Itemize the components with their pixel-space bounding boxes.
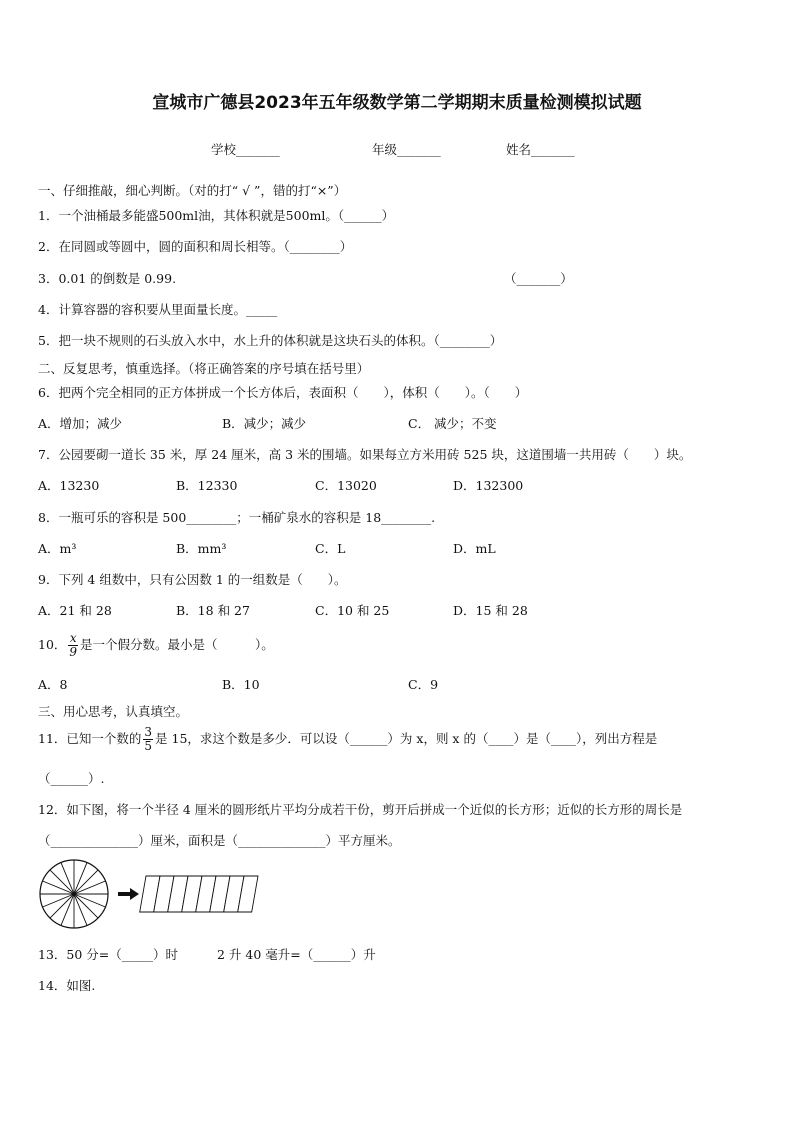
question-7: 7．公园要砌一道长 35 米，厚 24 厘米，高 3 米的围墙。如果每立方米用砖 525 块，这道围墙一共用砖（ ）块。 (38, 447, 692, 462)
option-6a: A．增加；减少 (38, 416, 123, 431)
option-7b: B．12330 (176, 478, 238, 493)
question-5: 5．把一块不规则的石头放入水中，水上升的体积就是这块石头的体积。（________） (38, 333, 503, 348)
question-10 (38, 632, 274, 659)
option-8b: B．mm³ (176, 541, 227, 556)
question-14: 14．如图. (38, 978, 96, 993)
fraction-x-over-9 (68, 632, 78, 659)
option-8c: C．L (315, 541, 346, 556)
fraction-denominator: 5 (144, 739, 153, 753)
question-9: 9．下列 4 组数中，只有公因数 1 的一组数是（ ）。 (38, 572, 347, 587)
option-9b: B．18 和 27 (176, 603, 250, 618)
question-11-text-start: 11．已知一个数的 (38, 731, 142, 746)
section-heading-2: 二、反复思考，慎重选择。（将正确答案的序号填在括号里） (38, 361, 370, 376)
option-8a: A．m³ (38, 541, 77, 556)
option-10b: B．10 (222, 677, 260, 692)
question-13a: 13．50 分=（_____）时 (38, 947, 179, 962)
question-12: 12．如下图，将一个半径 4 厘米的圆形纸片平均分成若干份，剪开后拼成一个近似的长方形；近似的长方形的周长是 (38, 802, 683, 817)
fraction-3-over-5 (143, 726, 153, 753)
question-12-continued: （______________）厘米，面积是（______________）平方厘米。 (38, 833, 401, 848)
school-field[interactable]: 学校_______ (211, 142, 280, 157)
fraction-numerator: 3 (144, 725, 153, 739)
question-11-continued: （______）. (38, 771, 105, 786)
option-7d: D．132300 (453, 478, 524, 493)
circle-to-rectangle-figure (36, 859, 266, 931)
page-title: 宣城市广德县2023年五年级数学第二学期期末质量检测模拟试题 (152, 93, 642, 113)
option-8d: D．mL (453, 541, 496, 556)
question-6: 6．把两个完全相同的正方体拼成一个长方体后，表面积（ ），体积（ ）。（ ） (38, 385, 528, 400)
fraction-numerator: x (69, 631, 77, 645)
question-2: 2．在同圆或等圆中，圆的面积和周长相等。（________） (38, 239, 353, 254)
fraction-denominator: 9 (69, 645, 78, 659)
question-11-text-end: 是 15，求这个数是多少．可以设（______）为 x，则 x 的（____）是（____），列出方程是 (155, 731, 658, 746)
option-9a: A．21 和 28 (38, 603, 112, 618)
option-6c: C． 减少；不变 (408, 416, 497, 431)
question-4: 4．计算容器的容积要从里面量长度。_____ (38, 302, 278, 317)
question-10-number: 10． (38, 637, 67, 652)
option-10a: A．8 (38, 677, 68, 692)
grade-field[interactable]: 年级_______ (372, 142, 441, 157)
section-heading-1: 一、仔细推敲，细心判断。（对的打“ √ ”，错的打“×”） (38, 183, 347, 198)
approximate-rectangle-icon (140, 876, 258, 912)
question-3-blank: （_______） (504, 271, 573, 286)
question-13b: 2 升 40 毫升=（______）升 (217, 947, 376, 962)
option-9d: D．15 和 28 (453, 603, 528, 618)
option-7c: C．13020 (315, 478, 377, 493)
divided-circle-icon (40, 860, 108, 928)
right-arrow-icon (118, 888, 139, 900)
question-8: 8．一瓶可乐的容积是 500________；一桶矿泉水的容积是 18________. (38, 510, 436, 525)
section-heading-3: 三、用心思考，认真填空。 (38, 704, 189, 719)
option-7a: A．13230 (38, 478, 100, 493)
question-3: 3．0.01 的倒数是 0.99. (38, 271, 177, 286)
question-10-text: 是一个假分数。最小是（ ）。 (80, 637, 274, 652)
option-10c: C．9 (408, 677, 439, 692)
question-1: 1．一个油桶最多能盛500ml油，其体积就是500ml。（______） (38, 208, 395, 223)
option-6b: B．减少；减少 (222, 416, 307, 431)
question-11 (38, 726, 657, 753)
option-9c: C．10 和 25 (315, 603, 390, 618)
name-field[interactable]: 姓名_______ (506, 142, 575, 157)
